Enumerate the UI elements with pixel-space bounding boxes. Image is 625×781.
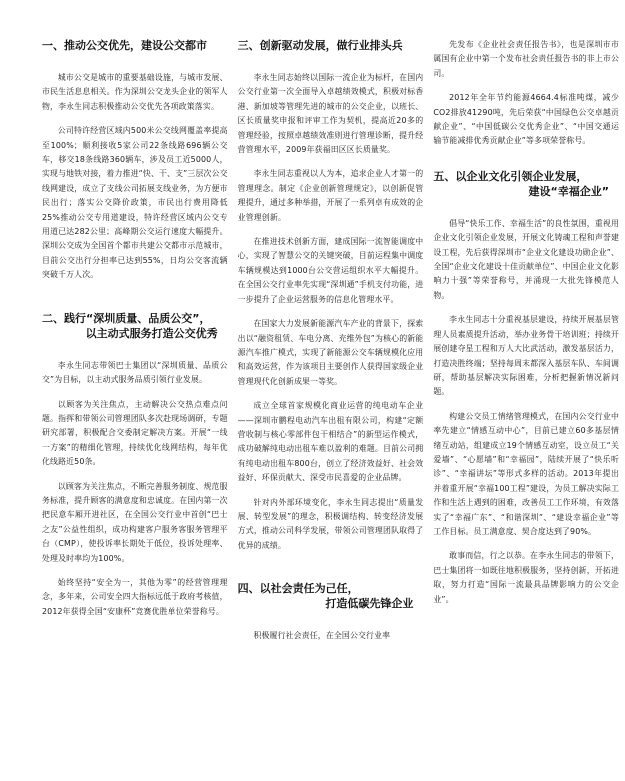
body-paragraph: 始终坚持“安全为一，其他为零”的经营管理理念，多年来，公司安全四大指标远低于政府考核值，2012年获得全国“安康杯”竞赛优胜单位荣誉称号。	[42, 577, 228, 616]
body-paragraph: 积极履行社会责任，在全国公交行业率	[253, 631, 391, 641]
body-paragraph: 以顾客为关注焦点，不断完善服务制度、规范服务标准，提升顾客的满意度和忠诚度。在国内第一次把民意车厢开进社区，在全国公交行业中首创“巴士之友”公益性组织，成功构建客户服务客服务管理平台（CMP），使投诉率长期处于低位，投诉处理率、处理及时率均为100%。	[42, 481, 228, 563]
body-paragraph: 李永生同志重视以人为本，追求企业人才第一的管理理念。制定《企业创新管理规定》，以创新促管理提升，通过多种举措，开展了一系列卓有成效的企业管理创新。	[237, 169, 424, 222]
section-heading	[42, 311, 228, 341]
spacer	[238, 563, 424, 581]
body-paragraph: 构建公交员工情绪管理模式，在国内公交行业中率先建立“情感互动中心”，目前已建立60多基层情绪互动站，组建成立19个情感互动室，设立员工“关爱墙”、“心愿墙”和“幸福园”，陆续开展了“快乐听诊”、“幸福讲坛”等形式多样的活动。2013年提出并着重开展“幸福100工程”建设，为员工解决实际工作和生活上遇到的困难，改善员工工作环境，有效落实了“幸福广东”、“和谐深圳”、“建设幸福企业”等工作目标。员工满意度、契合度达到了90%。	[433, 411, 620, 536]
column-1	[42, 38, 228, 775]
body-paragraph: 成立全球首家规模化商业运营的纯电动车企业——深圳市鹏程电动汽车出租有限公司，构建“定额营收制与核心零部件包干相结合”的新型运作模式，成功破解纯电动出租车难以盈利的难题。目前公司拥有纯电动出租车800台，创立了经济效益好、社会效益好、环保贡献大、深受市民喜爱的企业品牌。	[237, 401, 424, 483]
section-heading-line: 以主动式服务打造公交优秀	[85, 326, 218, 340]
section-heading-line: 五、以企业文化引领企业发展，	[433, 169, 588, 183]
section-heading-line: 三、创新驱动发展，做行业排头兵	[237, 39, 403, 52]
column-2	[238, 38, 424, 775]
spacer	[42, 293, 228, 311]
body-paragraph: 城市公交是城市的重要基础设施，与城市发展、市民生活息息相关。作为深圳公交龙头企业的领军人物，李永生同志积极推动公交优先各项政策落实。	[42, 73, 228, 111]
body-paragraph: 2012年全年节约能源4664.4标准吨煤，减少CO2排放41290吨，先后荣获“中国绿色公交卓越贡献企业”、“中国低碳公交优秀企业”、“中国交通运输节能减排优秀贡献企业”等多项荣誉称号。	[433, 93, 620, 146]
body-paragraph: 在国家大力发展新能源汽车产业的背景下，探索出以“融资租赁、车电分离、充维外包”为核心的新能源汽车推广模式，实现了新能源公交车辆规模化应用和高效运营，作为该项目主要创作人获得国家级企业管理现代化创新成果一等奖。	[237, 319, 424, 386]
section-heading	[238, 38, 424, 53]
body-paragraph: 在推进技术创新方面，建成国际一流智能调度中心，实现了智慧公交的关键突破，目前运程集中调度车辆规模达到1000台公交营运组织水平大幅提升。在全国公交行业率先实现“深圳通”手机支付功能，进一步提升了企业运营服务的信息化管理水平。	[237, 237, 424, 304]
column-3	[433, 38, 619, 775]
section-heading-line: 二、践行“深圳质量、品质公交”，	[42, 311, 211, 325]
section-heading-line: 打造低碳先锋企业	[325, 597, 414, 611]
body-paragraph: 李永生同志十分重视基层建设，持续开展基层管理人员素质提升活动，举办业务骨干培训班；持续开展创建夺星工程和万人大比武活动，激发基层活力，打造决胜终端；坚持每周末都深入基层车队、车间调研，帮助基层解决实际困难，分析把握新情况新问题。	[433, 315, 620, 397]
body-paragraph: 先发布《企业社会责任报告书》，也是深圳市市属国有企业中第一个发布社会责任报告书的非上市公司。	[433, 40, 620, 78]
body-paragraph: 李永生同志带领巴士集团以“深圳质量、品质公交”为目标，以主动式服务品质引领行业发展。	[42, 360, 228, 385]
body-paragraph: 李永生同志始终以国际一流企业为标杆，在国内公交行业第一次全面导入卓越绩效模式，积极对标香港、新加坡等管理先进的城市的公交企业，以班长、区长质量奖申报和评审工作为契机，提高近20多的管理经验，按照卓越绩效准则进行管理诊断，提升经营管理水平，2009年获福田区区长质量奖。	[237, 73, 424, 155]
section-heading	[433, 169, 619, 199]
section-heading-line: 建设“幸福企业”	[528, 184, 610, 198]
section-heading	[238, 581, 424, 611]
section-heading-line: 四、以社会责任为己任，	[237, 582, 359, 596]
body-paragraph: 倡导“快乐工作、幸福生活”的良性氛围，重视用企业文化引领企业发展，开展文化铸魂工程和声誉建设工程，先后获得深圳市“企业文化建设功勋企业”、全国“企业文化建设十佳贡献单位”、中国企业文化影响力十强”等荣誉称号，并涌现一大批先锋模范人物。	[433, 218, 620, 300]
body-paragraph: 公司特许经营区域内500米公交线网覆盖率提高至100%；顺利接收5家公司22条线路696辆公交车，移交18条线路360辆车，涉及员工近5000人，实现与地铁对接，着力推进“快、干、支”三层次公交线网建设，成立了支线公司拓展支线业务，为方便市民出行；落实公交降价政策，市民出行费用降低25%推动公交专用道建设，特许经营区域内公交专用道已达282公里；高峰期公交运行速度大幅提升。深圳公交成为全国首个都市共建公交都市示范城市，目前公交出行分担率已达到55%，日均公交客流辆突破千万人次。	[42, 126, 228, 280]
body-paragraph: 以顾客为关注焦点，主动解决公交热点难点问题。指挥和带领公司管理团队多次赴现场调研，专题研究部署，积极配合交委制定解决方案。开展“一线一方案”的精细化管理，持续优化线网结构，每年优化线路近50条。	[42, 399, 228, 467]
section-heading	[42, 38, 228, 53]
columns	[42, 38, 619, 775]
body-paragraph: 针对内外部环境变化，李永生同志提出“质量发展、转型发展”的理念，积极调结构、转变经济发展方式，推动公司科学发展，带领公司管理团队取得了优异的成绩。	[237, 497, 424, 550]
spacer	[433, 159, 619, 169]
body-paragraph: 敢事而信，行之以恭。在李永生同志的带领下，巴士集团将一如既往地积极服务，坚持创新，开拓进取，努力打造“国际一流最具品牌影响力的公交企业”。	[433, 551, 620, 604]
section-heading-line: 一、推动公交优先，建设公交都市	[42, 39, 207, 52]
